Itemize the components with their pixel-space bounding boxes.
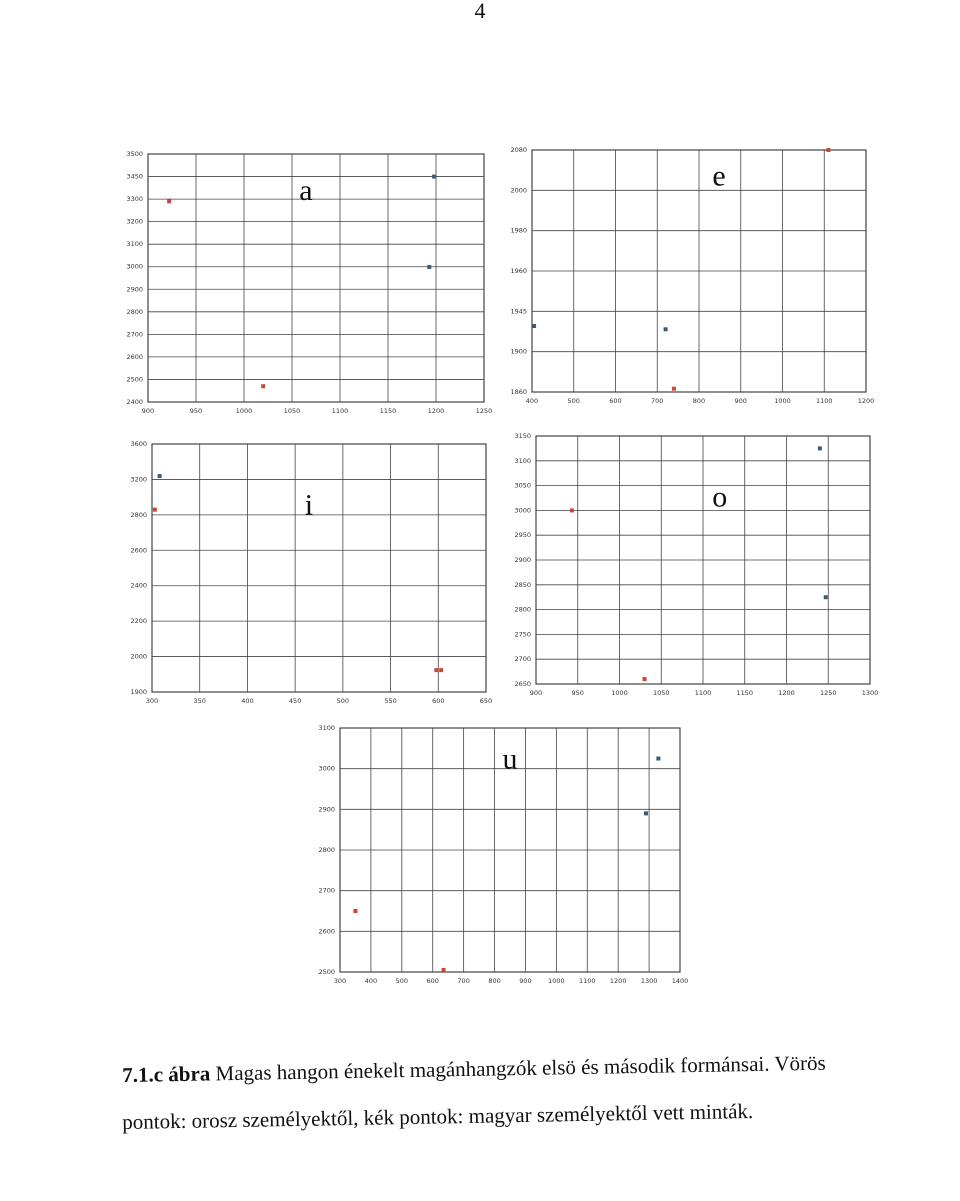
y-tick-label: 2700 xyxy=(126,330,143,339)
y-tick-label: 2700 xyxy=(514,655,531,664)
figure-caption-line2 xyxy=(122,1094,922,1136)
x-tick-label: 600 xyxy=(609,397,622,405)
x-tick-label: 400 xyxy=(241,697,254,705)
x-tick-label: 900 xyxy=(519,977,532,985)
y-tick-label: 3200 xyxy=(126,217,143,226)
y-tick-label: 2800 xyxy=(514,605,531,614)
plot-frame-i xyxy=(152,444,486,692)
chart-title-e: e xyxy=(712,159,726,193)
plot-frame-a xyxy=(148,154,484,402)
data-point-hungarian xyxy=(427,265,431,269)
data-point-russian xyxy=(570,508,574,512)
x-tick-label: 800 xyxy=(488,977,501,985)
x-tick-label: 700 xyxy=(651,397,664,405)
y-tick-label: 1960 xyxy=(510,267,527,275)
chart-e xyxy=(502,142,887,407)
data-point-hungarian xyxy=(824,595,828,599)
data-point-russian xyxy=(167,199,171,203)
x-tick-label: 1150 xyxy=(379,407,397,415)
x-tick-label: 1000 xyxy=(235,407,253,415)
y-tick-label: 2700 xyxy=(318,886,335,895)
x-tick-label: 550 xyxy=(384,697,397,705)
y-tick-label: 2850 xyxy=(514,580,531,589)
y-tick-label: 3150 xyxy=(514,432,531,440)
figure-caption-text1: Magas hangon énekelt magánhangzók elsö és második formánsai. Vörös xyxy=(210,1050,826,1086)
x-tick-label: 900 xyxy=(734,397,747,405)
data-point-hungarian xyxy=(644,811,648,815)
x-tick-label: 600 xyxy=(432,697,445,705)
chart-e-svg xyxy=(502,142,887,407)
data-point-russian xyxy=(439,668,443,672)
data-point-hungarian xyxy=(664,327,668,331)
chart-o-svg xyxy=(502,428,887,700)
y-tick-label: 3050 xyxy=(514,481,531,490)
x-tick-label: 1300 xyxy=(861,689,879,697)
y-tick-label: 1860 xyxy=(510,388,527,396)
x-tick-label: 1250 xyxy=(819,689,837,697)
x-tick-label: 600 xyxy=(426,977,439,985)
x-tick-label: 1200 xyxy=(609,977,627,985)
y-tick-label: 3450 xyxy=(126,172,143,181)
x-tick-label: 1400 xyxy=(671,977,689,985)
page-number: 4 xyxy=(474,0,486,23)
y-tick-label: 3200 xyxy=(130,475,147,484)
x-tick-label: 300 xyxy=(333,977,347,985)
data-point-hungarian xyxy=(656,757,660,761)
y-tick-label: 2000 xyxy=(130,652,147,661)
chart-u-svg xyxy=(300,720,695,990)
chart-title-a: a xyxy=(299,173,313,207)
y-tick-label: 2900 xyxy=(514,556,531,564)
x-tick-label: 950 xyxy=(571,689,584,697)
chart-a-svg xyxy=(108,148,498,420)
x-tick-label: 950 xyxy=(189,407,203,415)
y-tick-label: 3100 xyxy=(126,240,143,249)
chart-a xyxy=(108,148,498,420)
figure-caption-line1 xyxy=(122,1047,922,1089)
x-tick-label: 1000 xyxy=(548,977,565,985)
x-tick-label: 1100 xyxy=(331,407,349,415)
y-tick-label: 3000 xyxy=(318,764,335,773)
chart-i xyxy=(108,436,498,708)
y-tick-label: 2500 xyxy=(318,968,335,976)
y-tick-label: 3000 xyxy=(126,262,143,271)
y-tick-label: 2950 xyxy=(514,531,531,540)
y-tick-label: 2600 xyxy=(318,927,335,936)
y-tick-label: 1900 xyxy=(510,347,527,356)
y-tick-label: 2650 xyxy=(514,680,531,688)
chart-title-o: o xyxy=(712,480,728,514)
chart-title-u: u xyxy=(502,742,518,776)
y-tick-label: 1980 xyxy=(510,226,527,235)
x-tick-label: 1200 xyxy=(778,689,795,697)
y-tick-label: 2600 xyxy=(130,546,147,555)
chart-u xyxy=(300,720,695,990)
data-point-russian xyxy=(261,384,265,388)
y-tick-label: 2500 xyxy=(126,375,143,384)
x-tick-label: 900 xyxy=(141,407,155,415)
y-tick-label: 3100 xyxy=(318,724,335,732)
x-tick-label: 1150 xyxy=(736,689,754,697)
figure-caption-text2: pontok: orosz személyektől, kék pontok: magyar személyektől vett minták. xyxy=(122,1098,754,1134)
x-tick-label: 700 xyxy=(457,977,470,985)
figure-caption-lead: 7.1.c ábra xyxy=(122,1061,211,1087)
y-tick-label: 3100 xyxy=(514,456,531,465)
x-tick-label: 1300 xyxy=(640,977,658,985)
x-tick-label: 1000 xyxy=(774,397,791,405)
x-tick-label: 500 xyxy=(567,397,580,405)
x-tick-label: 1100 xyxy=(815,397,833,405)
data-point-russian xyxy=(353,909,357,913)
x-tick-label: 1000 xyxy=(611,689,628,697)
y-tick-label: 3000 xyxy=(514,506,531,515)
y-tick-label: 3300 xyxy=(126,195,143,204)
y-tick-label: 2000 xyxy=(510,186,527,195)
data-point-russian xyxy=(153,508,157,512)
x-tick-label: 1100 xyxy=(694,689,712,697)
x-tick-label: 450 xyxy=(288,697,302,705)
y-tick-label: 1945 xyxy=(510,307,527,316)
x-tick-label: 1200 xyxy=(857,397,875,405)
chart-i-svg xyxy=(108,436,498,708)
x-tick-label: 350 xyxy=(193,697,206,705)
y-tick-label: 2400 xyxy=(130,581,147,590)
x-tick-label: 900 xyxy=(529,689,543,697)
x-tick-label: 650 xyxy=(479,697,493,705)
y-tick-label: 2900 xyxy=(318,805,335,814)
y-tick-label: 2800 xyxy=(126,307,143,316)
x-tick-label: 1200 xyxy=(427,407,445,415)
x-tick-label: 1050 xyxy=(652,689,670,697)
y-tick-label: 2800 xyxy=(130,510,147,519)
x-tick-label: 500 xyxy=(336,697,350,705)
y-tick-label: 2080 xyxy=(510,146,527,154)
y-tick-label: 3600 xyxy=(130,440,147,448)
y-tick-label: 1900 xyxy=(130,688,147,696)
data-point-hungarian xyxy=(532,324,536,328)
y-tick-label: 2200 xyxy=(130,617,147,626)
y-tick-label: 2800 xyxy=(318,846,335,854)
data-point-russian xyxy=(643,677,647,681)
x-tick-label: 800 xyxy=(692,397,706,405)
x-tick-label: 300 xyxy=(145,697,159,705)
data-point-russian xyxy=(672,387,676,391)
data-point-russian xyxy=(434,668,438,672)
data-point-hungarian xyxy=(158,474,162,478)
x-tick-label: 1100 xyxy=(578,977,596,985)
chart-title-i: i xyxy=(304,488,314,522)
y-tick-label: 2900 xyxy=(126,285,143,294)
y-tick-label: 3500 xyxy=(126,150,143,158)
y-tick-label: 2400 xyxy=(126,398,143,406)
data-point-hungarian xyxy=(818,446,822,450)
y-tick-label: 2600 xyxy=(126,352,143,361)
x-tick-label: 400 xyxy=(364,977,378,985)
data-point-russian xyxy=(826,148,830,152)
y-tick-label: 2750 xyxy=(514,630,531,639)
data-point-russian xyxy=(442,968,446,972)
x-tick-label: 1250 xyxy=(475,407,493,415)
x-tick-label: 1050 xyxy=(283,407,301,415)
data-point-hungarian xyxy=(432,175,436,179)
chart-o xyxy=(502,428,887,700)
x-tick-label: 500 xyxy=(395,977,409,985)
x-tick-label: 400 xyxy=(525,397,539,405)
